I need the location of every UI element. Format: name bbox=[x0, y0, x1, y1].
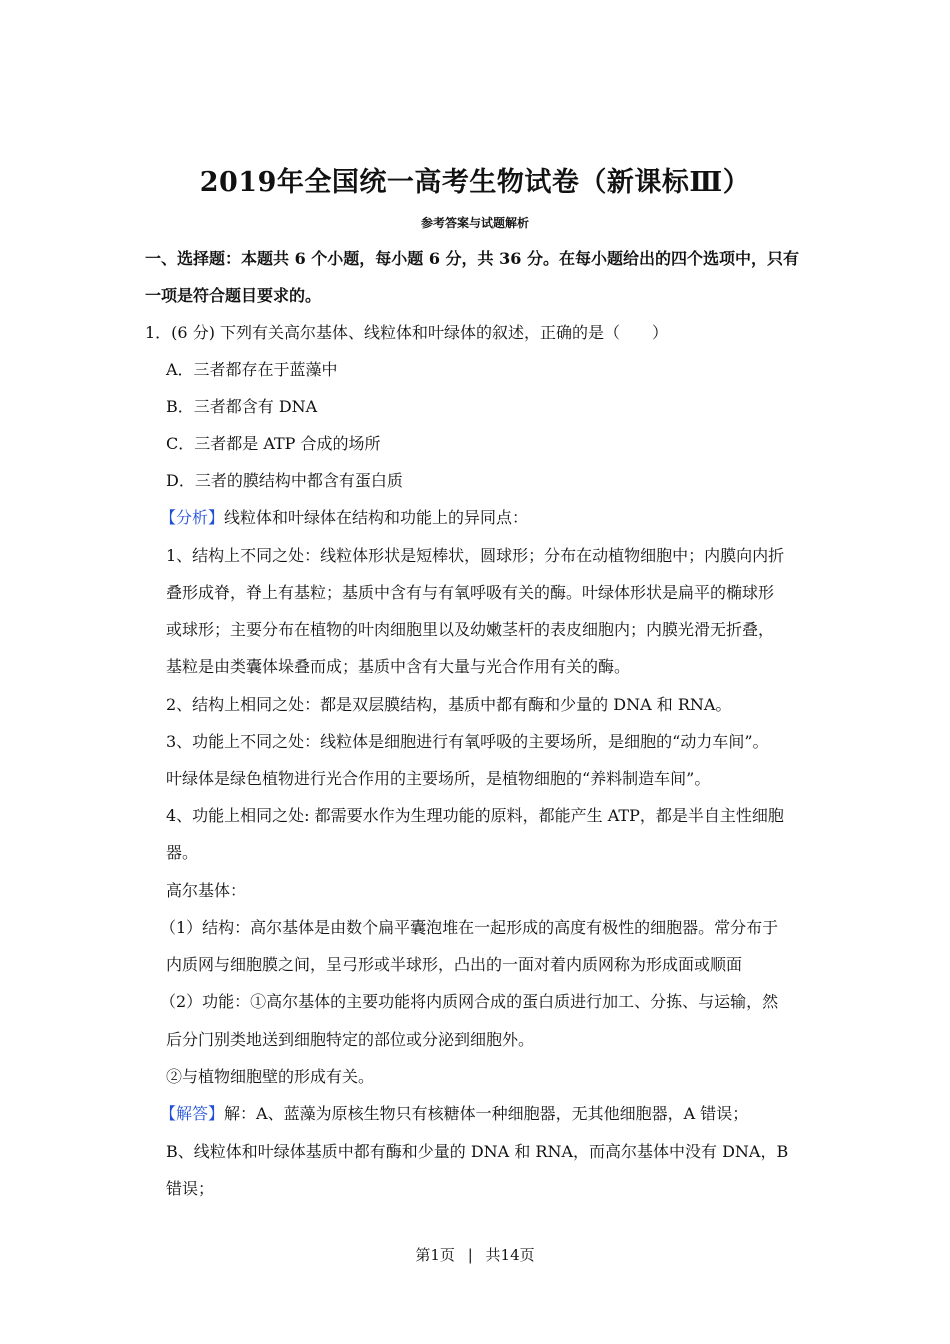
golgi-function-line-1: （2）功能：①高尔基体的主要功能将内质网合成的蛋白质进行加工、分拣、与运输，然 bbox=[160, 992, 779, 1011]
analysis-intro: 线粒体和叶绿体在结构和功能上的异同点： bbox=[224, 508, 529, 527]
page-subtitle: 参考答案与试题解析 bbox=[420, 216, 529, 230]
page-title: 2019年全国统一高考生物试卷（新课标Ⅲ） bbox=[199, 167, 751, 198]
analysis-p3-line-2: 叶绿体是绿色植物进行光合作用的主要场所，是植物细胞的“养料制造车间”。 bbox=[166, 769, 711, 788]
answer-line-2: B、线粒体和叶绿体基质中都有酶和少量的 DNA 和 RNA，而高尔基体中没有 DNA，B bbox=[166, 1142, 789, 1161]
footer-page-number: 第1页 bbox=[415, 1246, 455, 1264]
option-a: A．三者都存在于蓝藻中 bbox=[166, 360, 338, 379]
answer-tag: 【解答】 bbox=[160, 1104, 225, 1123]
analysis-p4-line-2: 器。 bbox=[166, 843, 199, 862]
section-heading-line-1: 一、选择题：本题共 6 个小题，每小题 6 分，共 36 分。在每小题给出的四个选项中，只有 bbox=[145, 249, 799, 268]
analysis-intro-line bbox=[160, 508, 528, 528]
page-footer bbox=[0, 1244, 950, 1265]
analysis-p1-line-3: 或球形；主要分布在植物的叶肉细胞里以及幼嫩茎杆的表皮细胞内；内膜光滑无折叠， bbox=[166, 620, 775, 639]
golgi-function-line-3: ②与植物细胞壁的形成有关。 bbox=[166, 1067, 375, 1086]
option-d: D．三者的膜结构中都含有蛋白质 bbox=[166, 471, 403, 490]
question-stem: 1．(6 分) 下列有关高尔基体、线粒体和叶绿体的叙述，正确的是（ ） bbox=[145, 323, 669, 342]
golgi-heading: 高尔基体： bbox=[166, 881, 247, 900]
golgi-structure-line-2: 内质网与细胞膜之间，呈弓形或半球形，凸出的一面对着内质网称为形成面或顺面 bbox=[166, 955, 743, 974]
golgi-function-line-2: 后分门别类地送到细胞特定的部位或分泌到细胞外。 bbox=[166, 1030, 535, 1049]
answer-line-1: 解：A、蓝藻为原核生物只有核糖体一种细胞器，无其他细胞器，A 错误； bbox=[224, 1104, 749, 1123]
option-b: B．三者都含有 DNA bbox=[166, 397, 318, 416]
analysis-p1-line-2: 叠形成脊，脊上有基粒；基质中含有与有氧呼吸有关的酶。叶绿体形状是扁平的椭球形 bbox=[166, 583, 775, 602]
footer-separator: | bbox=[467, 1246, 473, 1264]
section-heading-line-2: 一项是符合题目要求的。 bbox=[145, 286, 322, 305]
option-c: C．三者都是 ATP 合成的场所 bbox=[166, 434, 381, 453]
footer-total-pages: 共14页 bbox=[485, 1246, 535, 1264]
answer-line-3: 错误； bbox=[166, 1179, 215, 1198]
analysis-p2: 2、结构上相同之处：都是双层膜结构，基质中都有酶和少量的 DNA 和 RNA。 bbox=[166, 695, 732, 714]
analysis-p1-line-4: 基粒是由类囊体垛叠而成；基质中含有大量与光合作用有关的酶。 bbox=[166, 657, 631, 676]
analysis-p1-line-1: 1、结构上不同之处：线粒体形状是短棒状，圆球形；分布在动植物细胞中；内膜向内折 bbox=[166, 546, 785, 565]
analysis-p3-line-1: 3、功能上不同之处：线粒体是细胞进行有氧呼吸的主要场所，是细胞的“动力车间”。 bbox=[166, 732, 769, 751]
answer-line-1-row bbox=[160, 1104, 748, 1124]
analysis-p4-line-1: 4、功能上相同之处: 都需要水作为生理功能的原料，都能产生 ATP，都是半自主性细胞 bbox=[166, 806, 784, 825]
golgi-structure-line-1: （1）结构：高尔基体是由数个扁平囊泡堆在一起形成的高度有极性的细胞器。常分布于 bbox=[160, 918, 779, 937]
analysis-tag: 【分析】 bbox=[160, 508, 225, 527]
